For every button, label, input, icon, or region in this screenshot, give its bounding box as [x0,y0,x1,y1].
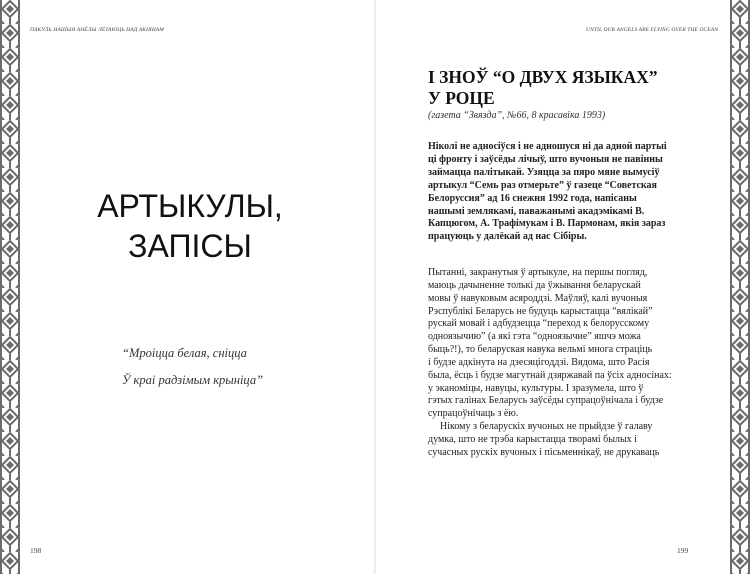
body-line: мовы ў навуковым асяроддзі. Маўляў, калі вучоныя [428,292,648,304]
body-line: одноязычию” (а які гэта “одноязычие” яшчэ можа [428,331,641,343]
article-title-line: У РОЦЕ [428,88,495,108]
body-line: сучасных рускіх вучоных і пісьменнікаў, не друкаваць [428,446,660,458]
body-line: была, ёсць і будзе магутнай дзяржавай па ўсіх адносінах: [428,369,672,381]
body-line: маюць дачыненне толькі да ўжывання беларускай [428,279,641,291]
page-number-right: 199 [677,546,689,555]
running-head-right: UNTIL OUR ANGELS ARE FLYING OVER THE OCEAN [586,27,718,33]
section-title-line: АРТЫКУЛЫ, [97,188,283,224]
lead-line: займацца палітыкай. Узяцца за пяро мяне вымусіў [428,166,660,178]
body-line: і будзе адкінута на дзесяцігоддзі. Вядома, што Расія [428,356,650,368]
lead-line: нашымі землякамі, паважанымі акадэмікамі В. [428,205,645,217]
article-lead [428,141,694,244]
section-title [40,186,340,266]
lead-line: Капцюгом, А. Трафімукам і В. Пармонам, якія зараз [428,218,666,230]
lead-line: ці фронту і заўсёды лічыў, што вучоныя не павінны [428,153,663,165]
body-line: Рэспублікі Беларусь не будуць карыстацца “вялікай” [428,305,653,317]
article-body [428,267,694,460]
body-line: быць?!), то беларуская навука вельмі многа страціць [428,344,653,356]
section-title-line: ЗАПІСЫ [128,228,252,264]
article-title [428,67,658,109]
page-number-left: 198 [30,546,42,555]
right-ornament-border [730,0,750,574]
body-line: рускай мовай і адбудзецца “переход к белорусскому [428,318,650,330]
epigraph-line: Ў краі радзімым крыніца” [122,373,264,387]
epigraph [122,340,263,394]
body-line: у эканоміцы, навуцы, культуры. І зразумела, што ў [428,382,644,394]
epigraph-line: “Мроіцца белая, сніцца [122,346,247,360]
lead-line: Ніколі не адносіўся і не адношуся ні да адной партыі [428,141,667,152]
body-line: супрацоўнічаць з ёю. [428,408,519,420]
running-head-left: ПАКУЛЬ НАШЫЯ АНЁЛЫ ЛЁТАЮЦЬ НАД АКІЯНАМ [30,27,164,33]
lead-line: Белоруссия” ад 16 снежня 1992 года, напісаны [428,192,637,204]
body-line: думка, што не трэба карыстацца творамі былых і [428,433,637,445]
article-source: (газета “Звязда”, №66, 8 красавіка 1993) [428,110,606,121]
body-line: Пытанні, закранутыя ў артыкуле, на першы погляд, [428,267,648,278]
lead-line: артыкул “Семь раз отмерьте” ў газеце “Советская [428,179,657,191]
lead-line: працуюць у далёкай ад нас Сібіры. [428,231,587,243]
article-title-line: І ЗНОЎ “О ДВУХ ЯЗЫКАХ” [428,67,658,87]
gutter [374,0,376,574]
body-line: Нікому з беларускіх вучоных не прыйдзе ў галаву [440,421,653,433]
body-line: гэтых галінах Беларусь заўсёды супрацоўнічала і будзе [428,395,664,407]
left-ornament-border [0,0,20,574]
